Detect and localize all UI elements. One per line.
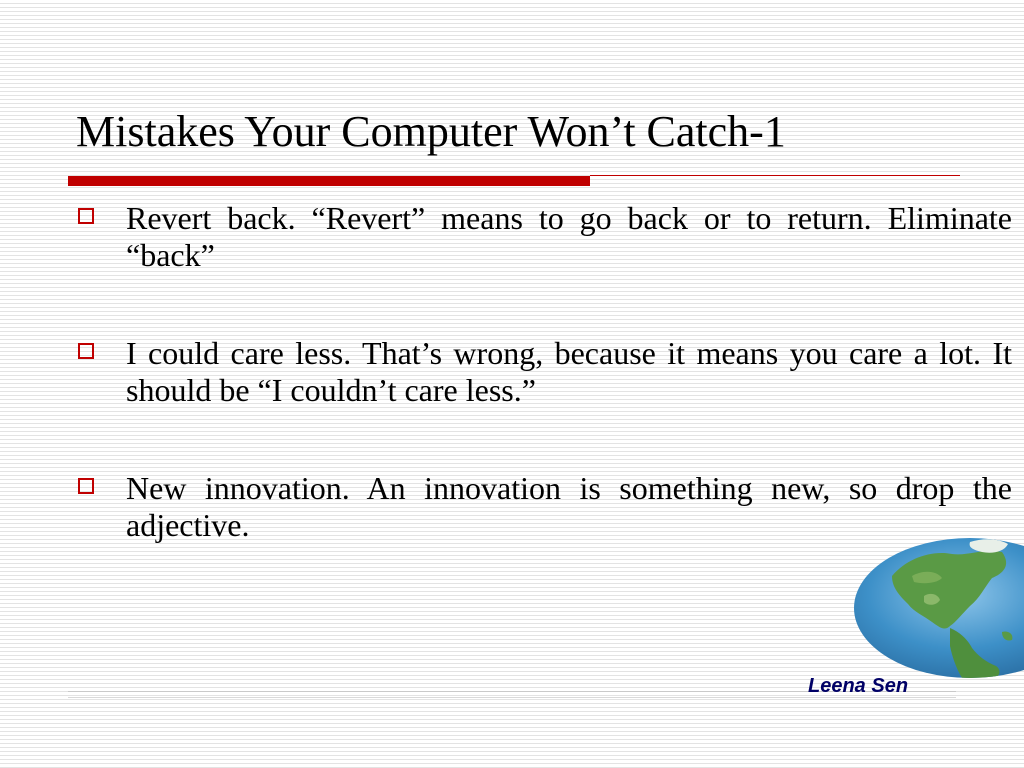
globe-icon (852, 536, 1024, 678)
hollow-square-icon (78, 343, 94, 359)
bullet-item (76, 200, 1012, 274)
title-underline-thin (590, 175, 960, 176)
title-underline-thick (68, 176, 590, 186)
bullet-text: Revert back. “Revert” means to go back or to return. Eliminate “back” (126, 200, 1012, 273)
bullet-text: I could care less. That’s wrong, because it means you care a lot. It should be “I couldn’t care less.” (126, 335, 1012, 408)
hollow-square-icon (78, 478, 94, 494)
bullet-text: New innovation. An innovation is something new, so drop the adjective. (126, 470, 1012, 543)
bullet-item (76, 470, 1012, 544)
hollow-square-icon (78, 208, 94, 224)
bullet-item (76, 335, 1012, 409)
slide-title: Mistakes Your Computer Won’t Catch-1 (76, 107, 786, 156)
author-name: Leena Sen (808, 675, 909, 697)
